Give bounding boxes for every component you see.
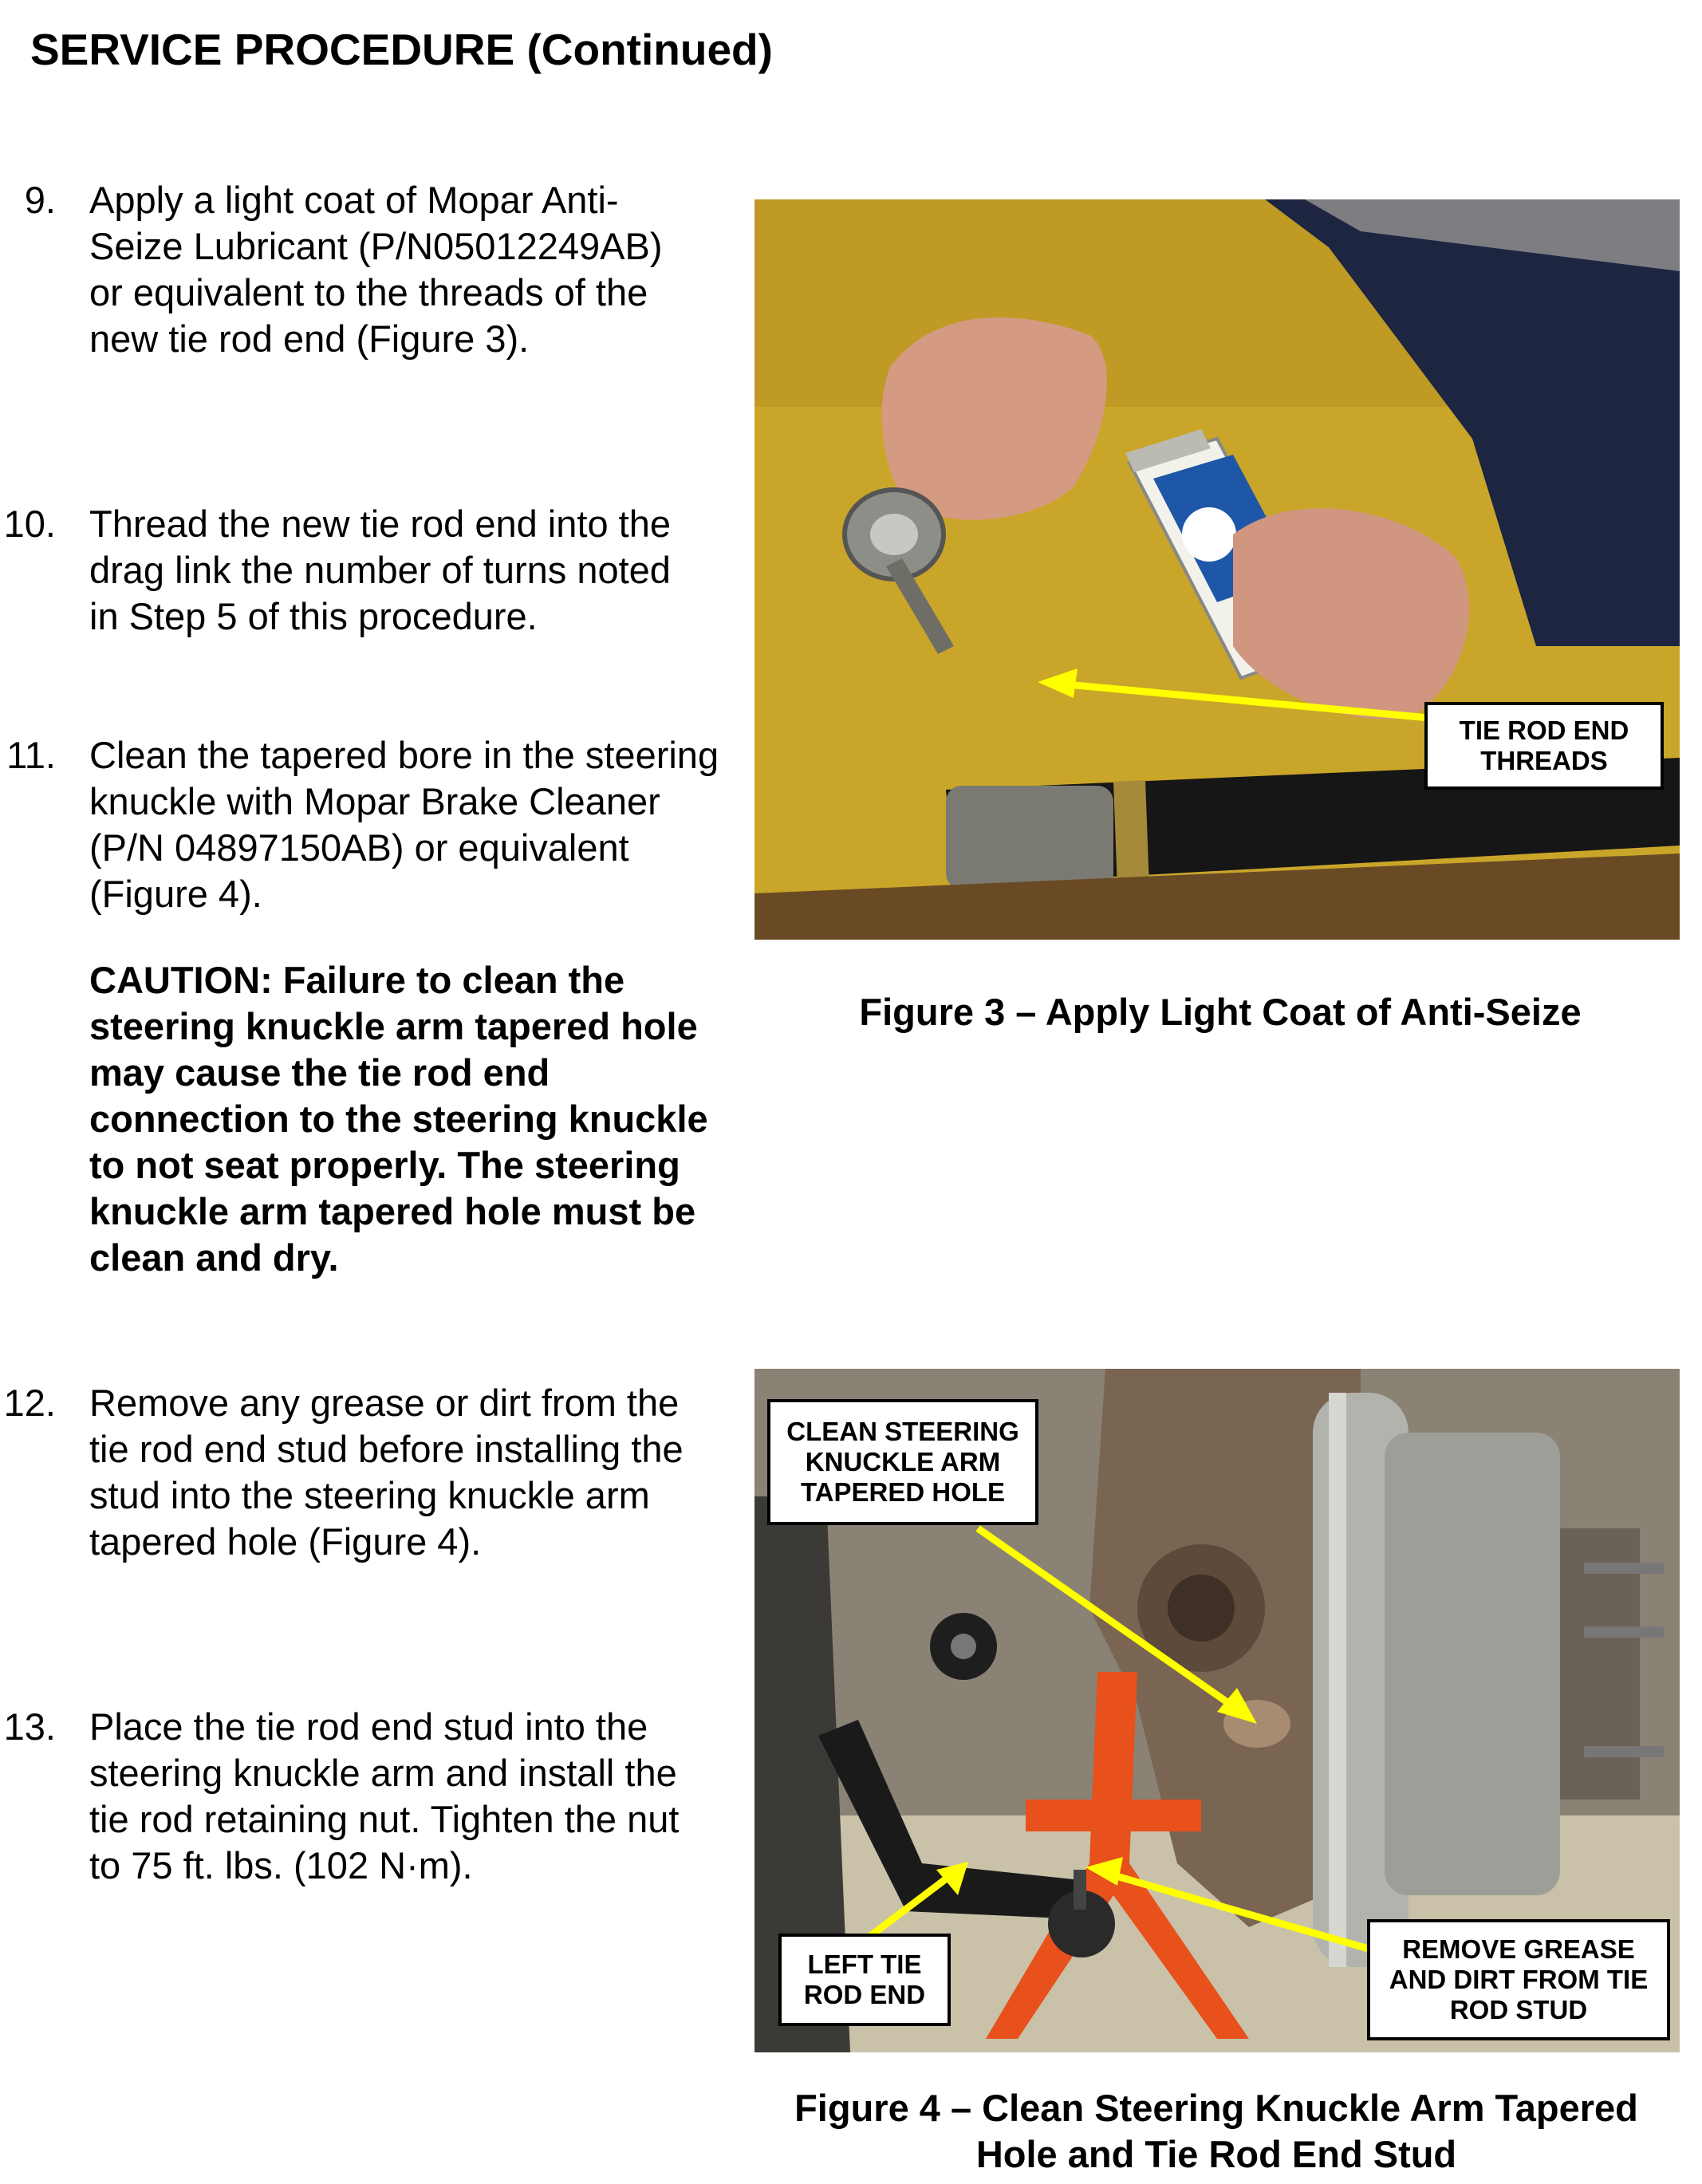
step-number: 10. [3, 503, 56, 545]
callout-remove-grease: REMOVE GREASE AND DIRT FROM TIE ROD STUD [1367, 1919, 1670, 2040]
callout-clean-knuckle-hole: CLEAN STEERING KNUCKLE ARM TAPERED HOLE [767, 1399, 1038, 1525]
step-number: 12. [3, 1382, 56, 1424]
step-text: Remove any grease or dirt from the tie rod end stud before installing the stud into the steering knuckle arm tapered hole (Figure 4). [89, 1382, 684, 1563]
step-text: Clean the tapered bore in the steering knuckle with Mopar Brake Cleaner (P/N 04897150AB) or equivalent (Figure 4). [89, 734, 719, 915]
figure-3-caption: Figure 3 – Apply Light Coat of Anti-Seize [859, 991, 1582, 1033]
step-number: 13. [3, 1705, 56, 1748]
caution-note: CAUTION: Failure to clean the steering knuckle arm tapered hole may cause the tie rod end connection to the steering knuckle to not seat properly. The steering knuckle arm tapered hole must be clean and dry. [89, 959, 708, 1279]
step-number: 9. [24, 179, 56, 221]
step-text: Place the tie rod end stud into the steering knuckle arm and install the tie rod retaining nut. Tighten the nut to 75 ft. lbs. (102 N·m). [89, 1705, 680, 1886]
figure-3-photo [754, 199, 1680, 940]
callout-tie-rod-end-threads: TIE ROD END THREADS [1424, 702, 1664, 790]
page-title: SERVICE PROCEDURE (Continued) [30, 25, 773, 74]
figure-4-caption: Figure 4 – Clean Steering Knuckle Arm Tapered Hole and Tie Rod End Stud [794, 2087, 1638, 2175]
figure-3-illustration [754, 199, 1680, 940]
step-text: Thread the new tie rod end into the drag link the number of turns noted in Step 5 of this procedure. [89, 503, 671, 637]
step-text: Apply a light coat of Mopar Anti-Seize Lubricant (P/N05012249AB) or equivalent to the threads of the new tie rod end (Figure 3). [89, 179, 663, 360]
callout-left-tie-rod-end: LEFT TIE ROD END [778, 1934, 951, 2026]
figure-4-photo [754, 1369, 1680, 2052]
step-number: 11. [6, 734, 56, 776]
